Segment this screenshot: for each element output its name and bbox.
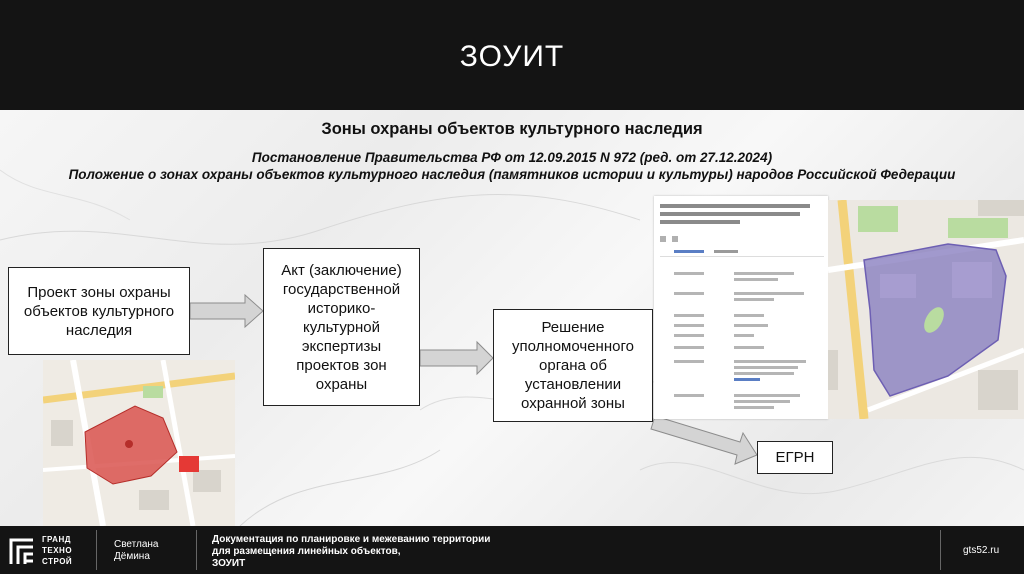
- document-title-line: Документация по планировке и межеванию территории: [212, 534, 491, 545]
- arrow-act-to-decision: [420, 342, 493, 374]
- company-name: [42, 534, 72, 567]
- website-link[interactable]: gts52.ru: [963, 545, 1000, 556]
- expertise-act-box: Акт (заключение) государственной историко-культурной экспертизы проектов зон охраны: [263, 248, 420, 406]
- egrn-box: ЕГРН: [757, 441, 833, 474]
- slide-title: ЗОУИТ: [459, 40, 565, 73]
- footer-bar: [0, 526, 1024, 574]
- footer-divider: [196, 530, 197, 570]
- footer-divider: [96, 530, 97, 570]
- company-name-line: ТЕХНО: [42, 546, 73, 555]
- authority-decision-box: Решение уполномоченного органа об установлении охранной зоны: [493, 309, 653, 422]
- arrow-decision-to-egrn: [651, 416, 757, 464]
- header-bar: [0, 0, 1024, 110]
- decree-reference: Постановление Правительства РФ от 12.09.2015 N 972 (ред. от 27.12.2024): [251, 150, 773, 165]
- slide-content: [0, 110, 1024, 526]
- object-info-card: [654, 196, 828, 419]
- author-first-name: Светлана: [114, 539, 159, 550]
- document-title-line: ЗОУИТ: [212, 558, 246, 569]
- section-heading: Зоны охраны объектов культурного наследия: [321, 120, 703, 138]
- document-title-line: для размещения линейных объектов,: [212, 546, 401, 557]
- map-cadastral-zone: [828, 200, 1024, 419]
- document-title: [212, 534, 490, 570]
- regulation-reference: Положение о зонах охраны объектов культурного наследия (памятников истории и культуры) народов Российской Федерации: [68, 167, 956, 182]
- map-protection-zone: [43, 360, 235, 526]
- author-name: [114, 539, 159, 563]
- arrow-project-to-act: [190, 295, 263, 327]
- company-logo-icon: [8, 537, 36, 565]
- author-last-name: Дёмина: [114, 551, 150, 562]
- project-box: Проект зоны охраны объектов культурного наследия: [8, 267, 190, 355]
- company-name-line: ГРАНД: [42, 535, 71, 544]
- footer-divider: [940, 530, 941, 570]
- company-name-line: СТРОЙ: [42, 557, 73, 566]
